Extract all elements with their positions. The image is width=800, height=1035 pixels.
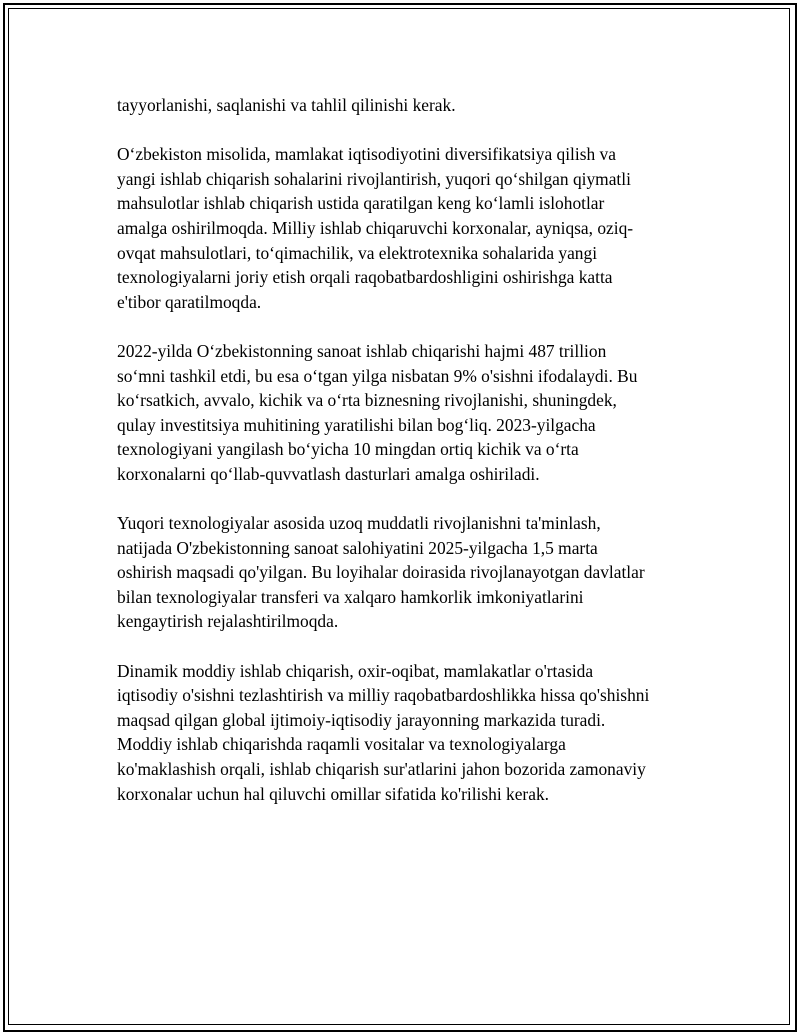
document-body xyxy=(117,93,697,831)
paragraph-continuation: tayyorlanishi, saqlanishi va tahlil qilinishi kerak. xyxy=(117,95,456,115)
paragraph-dynamic-material-production: Dinamik moddiy ishlab chiqarish, oxir-oqibat, mamlakatlar o'rtasida iqtisodiy o'sishni tezlashtirish va milliy raqobatbardoshlikka hissa qo'shishni maqsad qilgan global ijtimoiy-iqtisodiy jarayonning markazida turadi. Moddiy ishlab chiqarishda raqamli vositalar va texnologiyalarga ko'maklashish orqali, ishlab chiqarish sur'atlarini jahon bozorida zamonaviy korxonalar uchun hal qiluvchi omillar sifatida ko'rilishi kerak. xyxy=(117,660,650,804)
paragraph-industrial-output-2022: 2022-yilda O‘zbekistonning sanoat ishlab chiqarishi hajmi 487 trillion so‘mni tashkil etdi, bu esa o‘tgan yilga nisbatan 9% o'sishni ifodalaydi. Bu ko‘rsatkich, avvalo, kichik va o‘rta biznesning rivojlanishi, shuningdek, qulay investitsiya muhitining yaratilishi bilan bog‘liq. 2023-yilgacha texnologiyani yangilash bo‘yicha 10 mingdan ortiq kichik va o‘rta korxonalarni qo‘llab-quvvatlash dasturlari amalga oshiriladi. xyxy=(117,340,638,484)
paragraph-high-technology-goals: Yuqori texnologiyalar asosida uzoq muddatli rivojlanishni ta'minlash, natijada O'zbekistonning sanoat salohiyatini 2025-yilgacha 1,5 marta oshirish maqsadi qo'yilgan. Bu loyihalar doirasida rivojlanayotgan davlatlar bilan texnologiyalar transferi va xalqaro hamkorlik imkoniyatlarini kengaytirish rejalashtirilmoqda. xyxy=(117,513,645,632)
paragraph-uzbekistan-reforms: O‘zbekiston misolida, mamlakat iqtisodiyotini diversifikatsiya qilish va yangi ishlab chiqarish sohalarini rivojlantirish, yuqori qo‘shilgan qiymatli mahsulotlar ishlab chiqarish ustida qaratilgan keng ko‘lamli islohotlar amalga oshirilmoqda. Milliy ishlab chiqaruvchi korxonalar, ayniqsa, oziq- ovqat mahsulotlari, to‘qimachilik, va elektrotexnika sohalarida yangi texnologiyalarni joriy etish orqali raqobatbardoshligini oshirishga katta e'tibor qaratilmoqda. xyxy=(117,144,634,312)
